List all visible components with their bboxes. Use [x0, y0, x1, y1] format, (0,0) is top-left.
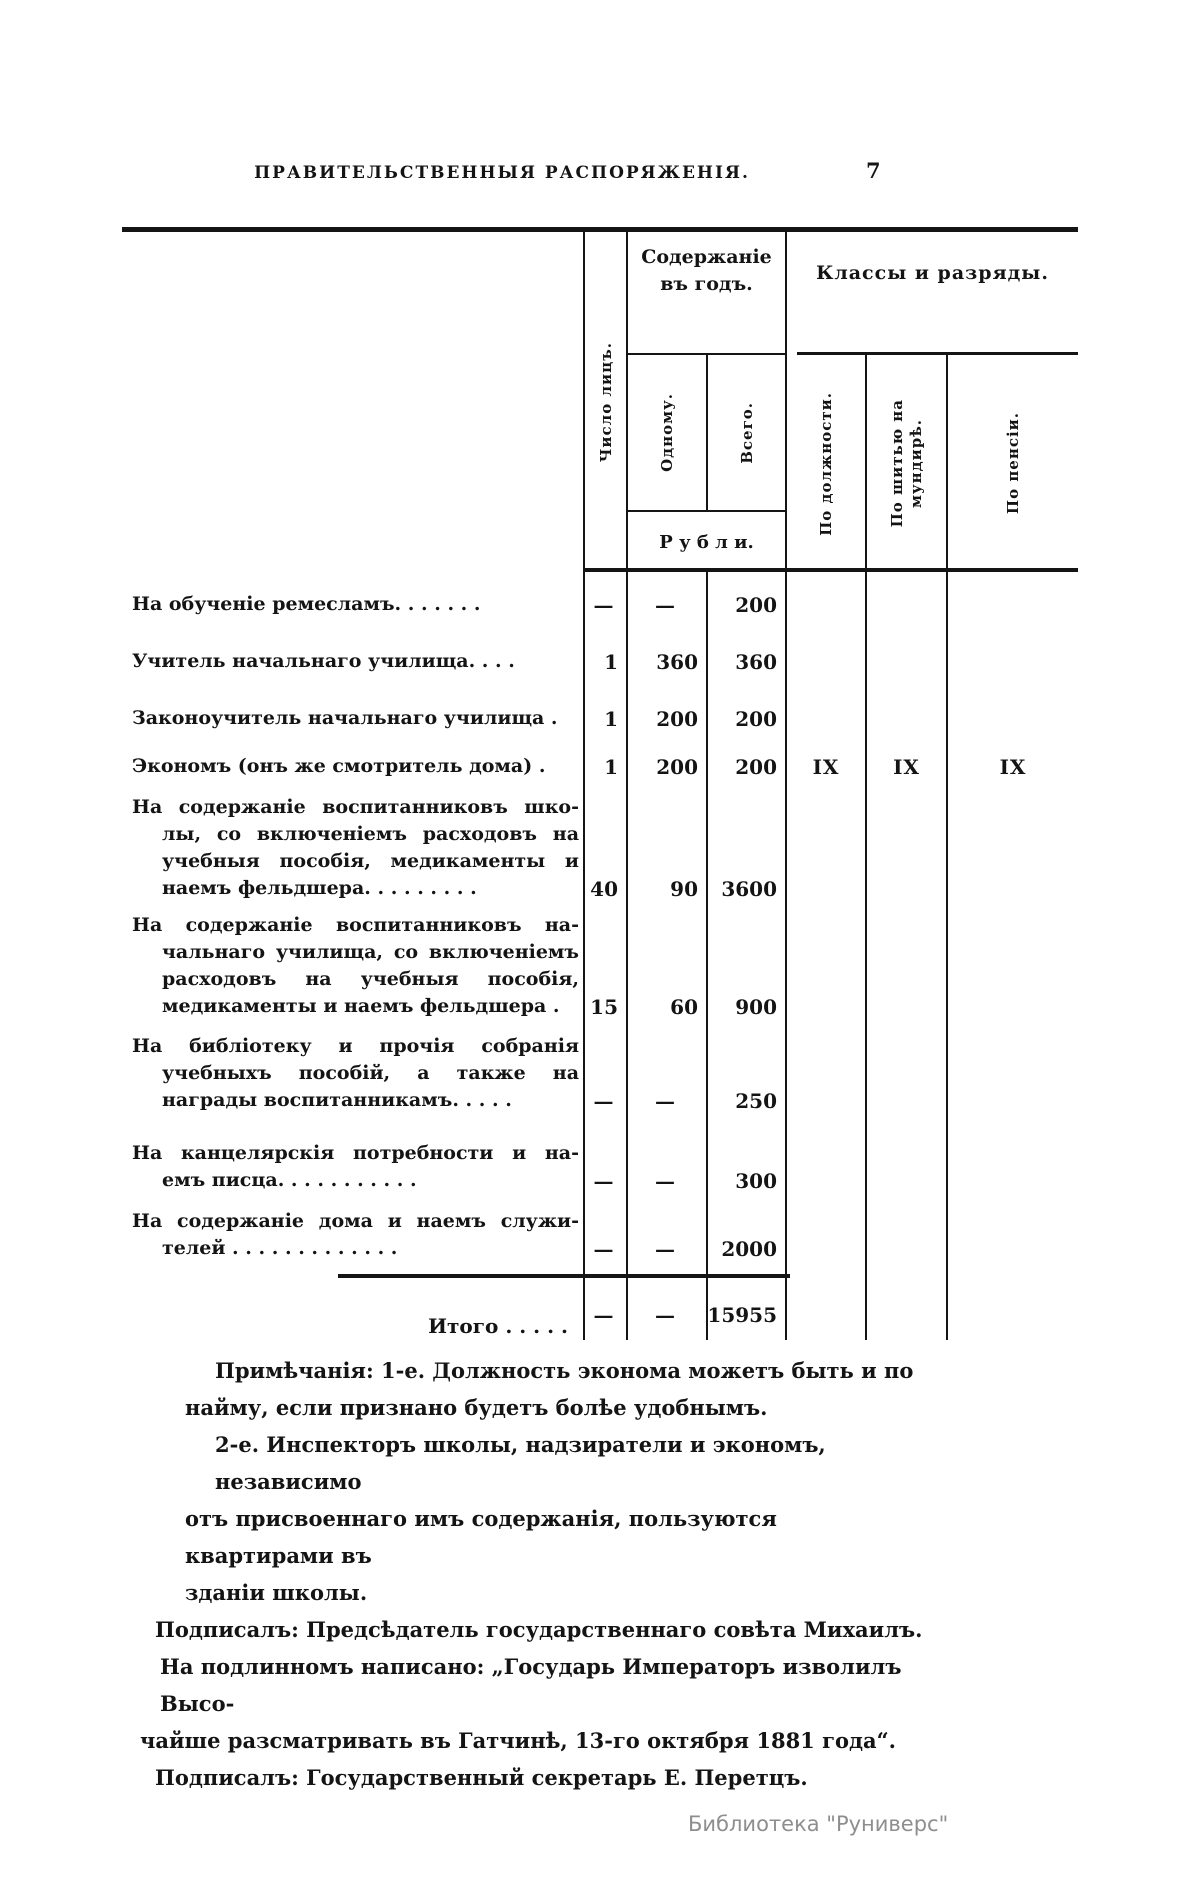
note-line: 2-е. Инспекторъ школы, надзиратели и экономъ, независимо [215, 1432, 826, 1494]
cell-class-position [787, 630, 867, 687]
page-number: 7 [866, 158, 881, 183]
note-line: найму, если признано будетъ болѣе удобнымъ. [185, 1395, 768, 1420]
row-label-line: На библіотеку и прочія собранія [132, 1035, 579, 1057]
cell-class-position [787, 687, 867, 744]
cell-class-position [787, 792, 867, 914]
row-label [122, 910, 583, 1032]
table-row [122, 630, 1078, 687]
cell-per-one: 200 [628, 687, 708, 744]
cell-persons: 40 [583, 792, 628, 914]
cell-per-one: — [628, 572, 708, 630]
cell-total: 15955 [708, 1274, 787, 1340]
cell-per-one: 200 [628, 744, 708, 792]
cell-class-uniform [867, 1274, 948, 1340]
row-label-line: Учитель начальнаго училища. . . . [132, 650, 515, 672]
row-label-line: учебныхъ пособій, а также на [162, 1062, 579, 1084]
cell-class-pension: IX [999, 755, 1027, 779]
header-rule [583, 568, 1078, 572]
cell-class-position [787, 1206, 867, 1274]
row-label-line: учебныя пособія, медикаменты и [162, 850, 579, 872]
column-header-by-position [787, 355, 867, 572]
cell-class-pension [948, 572, 1078, 630]
cell-total: 2000 [708, 1206, 787, 1274]
cell-total: 200 [708, 687, 787, 744]
table-row [122, 1206, 1078, 1274]
cell-class-pension [948, 910, 1078, 1032]
column-header-label: мундирѣ. [907, 419, 925, 508]
row-label-line: емъ писца. . . . . . . . . . . [162, 1169, 417, 1191]
column-group-classes-and-ranks [787, 232, 1078, 355]
cell-class-uniform [867, 572, 948, 630]
table-row [122, 910, 1078, 1030]
row-label-line: медикаменты и наемъ фельдшера . [162, 995, 560, 1017]
row-label-line: награды воспитанникамъ. . . . . [162, 1089, 512, 1111]
row-label-line: На содержаніе воспитанниковъ на- [132, 914, 579, 936]
column-header-by-uniform-embroidery [867, 355, 948, 572]
column-header-per-one [628, 355, 708, 510]
cell-total: 300 [708, 1126, 787, 1206]
cell-persons: — [583, 1274, 628, 1340]
row-label [122, 572, 583, 630]
group-label: Классы и разряды. [816, 261, 1049, 284]
cell-per-one: — [628, 1126, 708, 1206]
cell-total: 250 [708, 1030, 787, 1126]
row-label-line: На обученіе ремесламъ. . . . . . . [132, 593, 481, 615]
note-line: Примѣчанія: 1-е. Должность эконома можетъ быть и по [215, 1358, 914, 1383]
cell-per-one: 360 [628, 630, 708, 687]
cell-persons: — [583, 572, 628, 630]
cell-total: 900 [708, 910, 787, 1032]
total-row [122, 1274, 1078, 1340]
cell-total: 360 [708, 630, 787, 687]
row-label-line: лы, со включеніемъ расходовъ на [162, 823, 579, 845]
cell-per-one: — [628, 1030, 708, 1126]
row-label-line: наемъ фельдшера. . . . . . . . . [162, 877, 477, 899]
note-line: отъ присвоеннаго имъ содержанія, пользуются квартирами въ [185, 1506, 777, 1568]
cell-class-uniform [867, 1126, 948, 1206]
cell-per-one: 90 [628, 792, 708, 914]
cell-class-pension [948, 630, 1078, 687]
cell-total: 200 [708, 572, 787, 630]
page-title: ПРАВИТЕЛЬСТВЕННЫЯ РАСПОРЯЖЕНІЯ. [254, 163, 750, 183]
cell-class-position [787, 1126, 867, 1206]
row-label [122, 630, 583, 687]
column-group-maintenance-per-year [628, 232, 787, 355]
column-header-total [708, 355, 787, 510]
row-label-line: Экономъ (онъ же смотритель дома) . [132, 755, 546, 777]
row-label-line: На содержаніе дома и наемъ служи- [132, 1210, 579, 1232]
cell-class-pension [948, 687, 1078, 744]
cell-total: 3600 [708, 792, 787, 914]
subheader-rubles: Р у б л и. [628, 510, 787, 572]
row-label [122, 1126, 583, 1206]
total-rule [338, 1274, 790, 1278]
cell-per-one: — [628, 1274, 708, 1340]
note-line: зданіи школы. [185, 1580, 368, 1605]
row-label [122, 792, 583, 914]
table-row [122, 687, 1078, 744]
table-row [122, 572, 1078, 630]
column-header-label: Одному. [658, 393, 676, 472]
cell-persons: — [583, 1126, 628, 1206]
group-label-line: въ годъ. [660, 273, 753, 295]
cell-total: 200 [708, 744, 787, 792]
table-row [122, 744, 1078, 792]
cell-per-one: 60 [628, 910, 708, 1032]
cell-persons: — [583, 1030, 628, 1126]
cell-persons: 15 [583, 910, 628, 1032]
note-line: чайше разсматривать въ Гатчинѣ, 13-го октября 1881 года“. [140, 1728, 896, 1753]
cell-class-position [787, 910, 867, 1032]
column-header-label: Всего. [737, 401, 756, 464]
group-label-line: Содержаніе [641, 246, 772, 268]
row-label-line: На канцелярскія потребности и на- [132, 1142, 579, 1164]
cell-class-uniform [867, 1030, 948, 1126]
row-label-line: чальнаго училища, со включеніемъ [162, 941, 579, 963]
column-header-label: По должности. [817, 391, 835, 536]
cell-class-uniform [867, 792, 948, 914]
note-line: Подписалъ: Государственный секретарь Е. Перетцъ. [155, 1765, 808, 1790]
cell-per-one: — [628, 1206, 708, 1274]
cell-class-pension [948, 1206, 1078, 1274]
budget-table [122, 227, 1078, 1340]
row-label [122, 744, 583, 792]
column-header-label: По пенсіи. [1004, 412, 1022, 515]
cell-class-position [787, 1274, 867, 1340]
table-body [122, 572, 1078, 1274]
row-label-line: Законоучитель начальнаго училища . [132, 707, 558, 729]
cell-class-pension [948, 1030, 1078, 1126]
notes-block [140, 1352, 930, 1796]
cell-class-uniform [867, 1206, 948, 1274]
table-row [122, 1126, 1078, 1206]
note-line: Подписалъ: Предсѣдатель государственнаго совѣта Михаилъ. [155, 1617, 923, 1642]
table-row [122, 792, 1078, 910]
cell-persons: 1 [583, 744, 628, 792]
cell-class-uniform [867, 687, 948, 744]
cell-class-uniform: IX [867, 744, 948, 792]
cell-class-uniform [867, 630, 948, 687]
table-header [122, 232, 1078, 572]
row-label-line: На содержаніе воспитанниковъ шко- [132, 796, 579, 818]
column-header-number-of-persons [583, 232, 628, 572]
row-label [122, 1206, 583, 1274]
column-header-by-pension [948, 355, 1078, 572]
cell-class-uniform [867, 910, 948, 1032]
row-label-line: расходовъ на учебныя пособія, [162, 968, 579, 990]
column-header-label: Число лицъ. [596, 341, 615, 463]
row-label-line: телей . . . . . . . . . . . . . [162, 1237, 398, 1259]
note-line: На подлинномъ написано: „Государь Императоръ изволилъ Высо- [160, 1654, 902, 1716]
cell-class-position [787, 1030, 867, 1126]
library-watermark: Библиотека "Руниверс" [688, 1812, 949, 1836]
cell-persons: — [583, 1206, 628, 1274]
cell-persons: 1 [583, 630, 628, 687]
row-label [122, 687, 583, 744]
total-label: Итого . . . . . [428, 1314, 568, 1338]
cell-class-pension [948, 792, 1078, 914]
cell-persons: 1 [583, 687, 628, 744]
row-label [122, 1030, 583, 1126]
cell-class-position: IX [787, 744, 867, 792]
cell-class-position [787, 572, 867, 630]
cell-class-pension [948, 1126, 1078, 1206]
table-row [122, 1030, 1078, 1126]
cell-class-pension [948, 1274, 1078, 1340]
column-header-label: По шитью на [888, 399, 906, 528]
